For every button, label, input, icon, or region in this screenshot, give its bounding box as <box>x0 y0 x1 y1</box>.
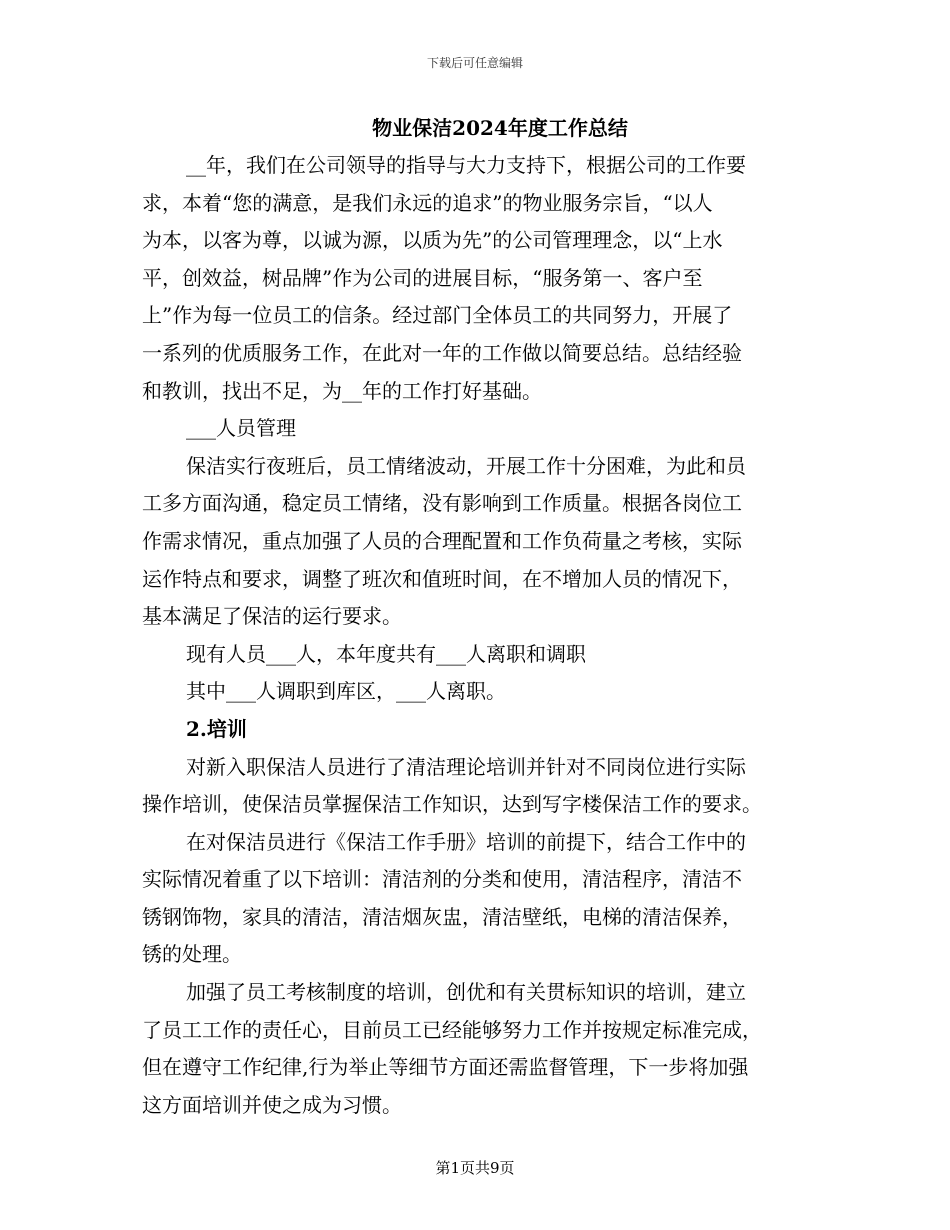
body-line: 运作特点和要求，调整了班次和值班时间，在不增加人员的情况下， <box>142 566 742 591</box>
body-line: 作需求情况，重点加强了人员的合理配置和工作负荷量之考核，实际 <box>142 528 742 553</box>
body-line: 平，创效益，树品牌”作为公司的进展目标，“服务第一、客户至 <box>142 265 703 290</box>
body-line: 加强了员工考核制度的培训，创优和有关贯标知识的培训，建立 <box>186 980 746 1005</box>
body-line: 但在遵守工作纪律,行为举止等细节方面还需监督管理，下一步将加强 <box>142 1055 749 1080</box>
body-line: 了员工工作的责任心，目前员工已经能够努力工作并按规定标准完成， <box>142 1017 762 1042</box>
body-line: 一系列的优质服务工作，在此对一年的工作做以简要总结。总结经验 <box>142 340 742 365</box>
document-title: 物业保洁2024年度工作总结 <box>372 116 628 140</box>
body-line: 实际情况着重了以下培训：清洁剂的分类和使用，清洁程序，清洁不 <box>142 867 742 892</box>
header-note: 下载后可任意编辑 <box>426 56 523 70</box>
body-line: 操作培训，使保洁员掌握保洁工作知识，达到写字楼保洁工作的要求。 <box>142 792 762 817</box>
body-line: 为本，以客为尊，以诚为源，以质为先”的公司管理理念，以“上水 <box>142 228 723 253</box>
body-line: 现有人员___人，本年度共有___人离职和调职 <box>186 641 586 666</box>
body-line: 保洁实行夜班后，员工情绪波动，开展工作十分困难，为此和员 <box>186 453 746 478</box>
body-line: ___人员管理 <box>186 416 296 441</box>
body-line: 锈钢饰物，家具的清洁，清洁烟灰盅，清洁壁纸，电梯的清洁保养， <box>142 904 742 929</box>
body-line: 工多方面沟通，稳定员工情绪，没有影响到工作质量。根据各岗位工 <box>142 491 742 516</box>
body-line: 和教训，找出不足，为__年的工作打好基础。 <box>142 378 542 403</box>
page-footer: 第1页共9页 <box>435 1159 515 1177</box>
document-body <box>142 147 812 1124</box>
body-line: 求，本着“您的满意，是我们永远的追求”的物业服务宗旨，“以人 <box>142 190 713 215</box>
body-line: 对新入职保洁人员进行了清洁理论培训并针对不同岗位进行实际 <box>186 754 746 779</box>
body-line: 这方面培训并使之成为习惯。 <box>142 1092 402 1117</box>
body-line: 在对保洁员进行《保洁工作手册》培训的前提下，结合工作中的 <box>186 829 746 854</box>
body-line: 其中___人调职到库区，___人离职。 <box>186 679 506 704</box>
body-line: 锈的处理。 <box>142 942 242 967</box>
body-line: 基本满足了保洁的运行要求。 <box>142 604 402 629</box>
section-heading: 2.培训 <box>186 716 247 741</box>
body-line: 上”作为每一位员工的信条。经过部门全体员工的共同努力，开展了 <box>142 303 733 328</box>
body-line: __年，我们在公司领导的指导与大力支持下，根据公司的工作要 <box>186 153 746 177</box>
